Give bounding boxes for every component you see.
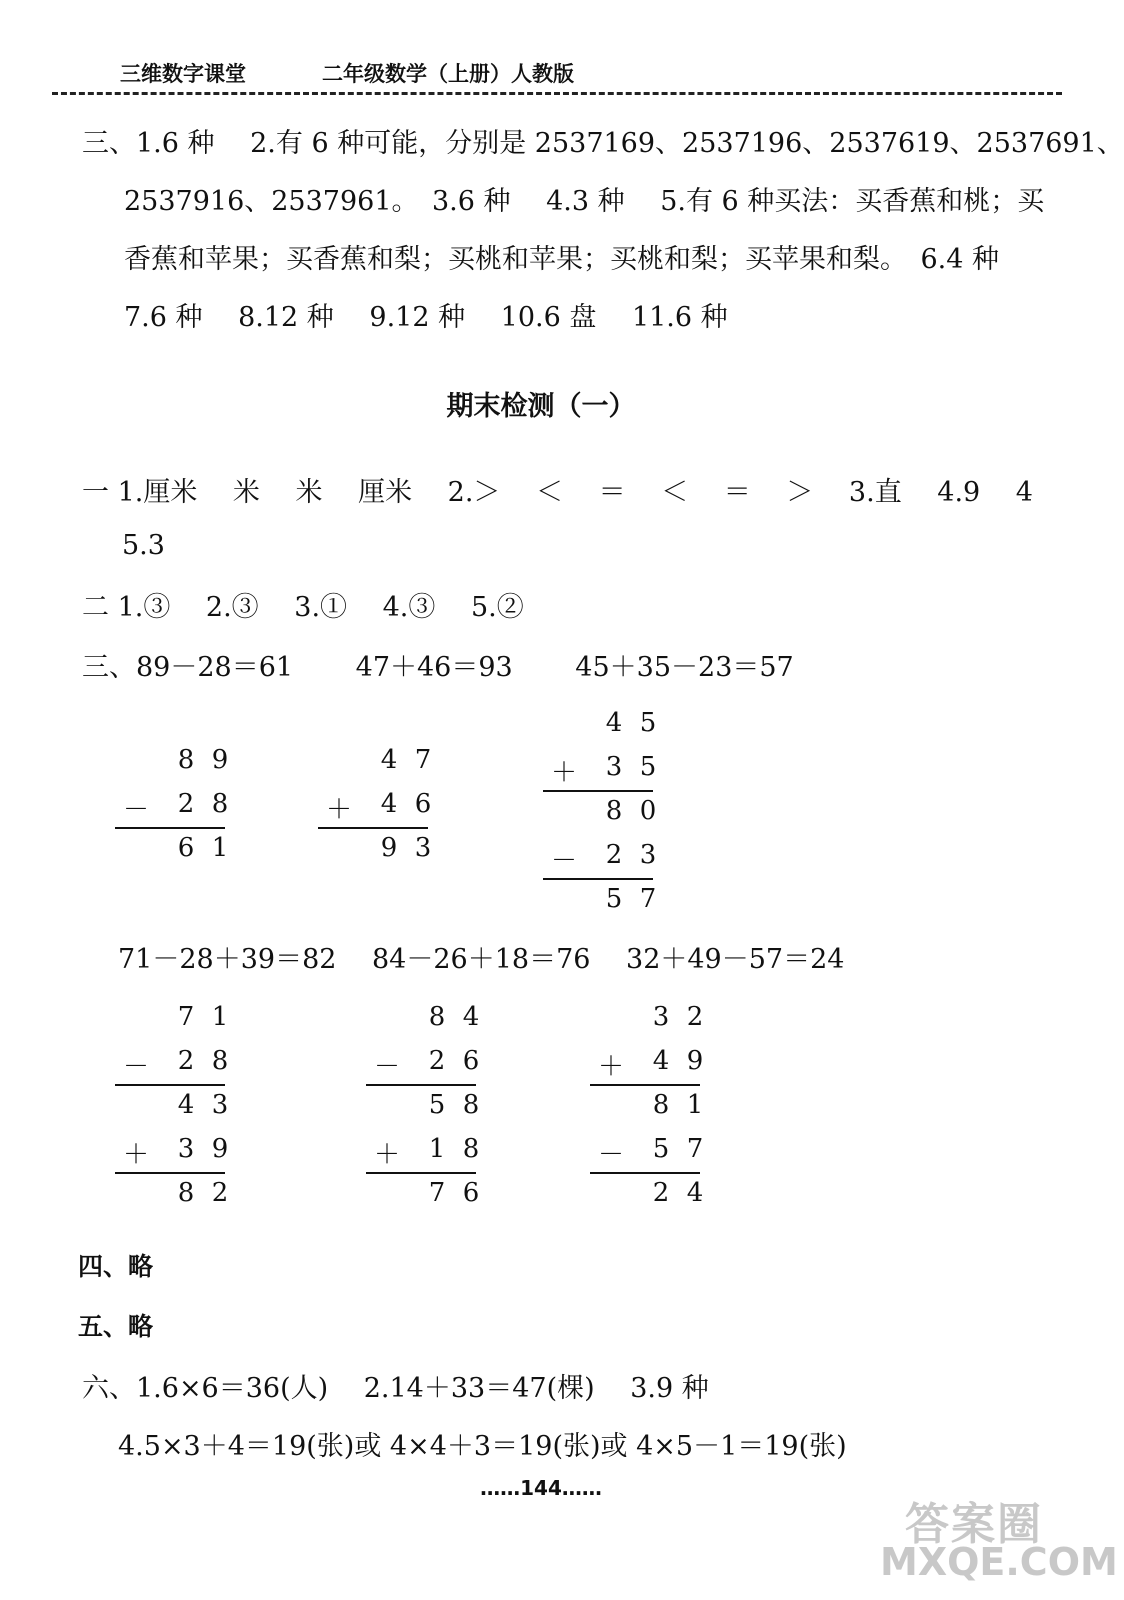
calc-result-line (590, 1084, 700, 1086)
calc-digit: 4 (605, 708, 623, 738)
calc-digit: 8 (211, 1046, 229, 1076)
calc-digit: 0 (639, 796, 657, 826)
calc-digit: 9 (686, 1046, 704, 1076)
calc-operator: － (122, 795, 149, 825)
calc-result-line (115, 1084, 225, 1086)
watermark-logo: 答案圈 (905, 1499, 1043, 1550)
q4-line: 四、略 (78, 1252, 154, 1281)
header-left: 三维数字课堂 (120, 62, 246, 86)
calc-digit: 7 (414, 745, 432, 775)
calc-digit: 4 (652, 1046, 670, 1076)
calc-operator: － (373, 1052, 400, 1082)
calc-digit: 1 (686, 1090, 704, 1120)
calc-digit: 4 (462, 1002, 480, 1032)
calc-digit: 5 (639, 752, 657, 782)
calc-operator: ＋ (122, 1140, 149, 1170)
q3-equations-row-1: 三、89－28＝61 47＋46＝93 45＋35－23＝57 (82, 652, 794, 683)
calc-digit: 9 (380, 833, 398, 863)
exam-title: 期末检测（一） (446, 391, 636, 422)
calc-digit: 3 (177, 1134, 195, 1164)
calc-result-line (115, 1172, 225, 1174)
calc-digit: 5 (639, 708, 657, 738)
calc-result-line (366, 1172, 476, 1174)
calc-digit: 8 (211, 789, 229, 819)
q1-line-1: 一 1.厘米 米 米 厘米 2.＞ ＜ ＝ ＜ ＝ ＞ 3.直 4.9 4 (82, 477, 1033, 508)
header-right: 二年级数学（上册）人教版 (322, 62, 574, 86)
calc-digit: 2 (686, 1002, 704, 1032)
calc-operator: ＋ (373, 1140, 400, 1170)
calc-operator: ＋ (550, 758, 577, 788)
q6-line-2: 4.5×3＋4＝19(张)或 4×4＋3＝19(张)或 4×5－1＝19(张) (118, 1431, 847, 1462)
calc-digit: 4 (380, 789, 398, 819)
calc-digit: 1 (428, 1134, 446, 1164)
calc-digit: 4 (380, 745, 398, 775)
calc-digit: 2 (652, 1178, 670, 1208)
prev-answer-line-3: 香蕉和苹果；买香蕉和梨；买桃和苹果；买桃和梨；买苹果和梨。 6.4 种 (124, 244, 1000, 275)
calc-digit: 4 (686, 1178, 704, 1208)
calc-digit: 6 (177, 833, 195, 863)
q2-line: 二 1.③ 2.③ 3.① 4.③ 5.② (82, 592, 524, 623)
calc-digit: 3 (414, 833, 432, 863)
calc-digit: 3 (211, 1090, 229, 1120)
calc-digit: 5 (605, 884, 623, 914)
calc-result-line (115, 827, 225, 829)
calc-digit: 8 (428, 1002, 446, 1032)
calc-digit: 7 (177, 1002, 195, 1032)
calc-result-line (590, 1172, 700, 1174)
calc-digit: 5 (652, 1134, 670, 1164)
calc-digit: 9 (211, 745, 229, 775)
calc-digit: 1 (211, 1002, 229, 1032)
q1-line-2: 5.3 (122, 530, 165, 561)
q3-equations-row-2: 71－28＋39＝82 84－26＋18＝76 32＋49－57＝24 (118, 944, 845, 975)
watermark-url: MXQE.COM (880, 1540, 1118, 1584)
calc-digit: 3 (639, 840, 657, 870)
calc-digit: 8 (177, 1178, 195, 1208)
calc-digit: 7 (686, 1134, 704, 1164)
q6-line-1: 六、1.6×6＝36(人) 2.14＋33＝47(棵) 3.9 种 (82, 1373, 709, 1404)
calc-operator: － (550, 846, 577, 876)
calc-digit: 6 (462, 1046, 480, 1076)
calc-digit: 9 (211, 1134, 229, 1164)
calc-digit: 7 (639, 884, 657, 914)
calc-result-line (543, 790, 653, 792)
calc-digit: 4 (177, 1090, 195, 1120)
calc-digit: 2 (177, 789, 195, 819)
calc-digit: 8 (605, 796, 623, 826)
calc-digit: 2 (211, 1178, 229, 1208)
page-number: ……144…… (480, 1476, 602, 1500)
calc-digit: 1 (211, 833, 229, 863)
calc-digit: 8 (652, 1090, 670, 1120)
header-divider (52, 92, 1062, 95)
q5-line: 五、略 (78, 1312, 154, 1341)
calc-digit: 2 (177, 1046, 195, 1076)
prev-answer-line-2: 2537916、2537961。 3.6 种 4.3 种 5.有 6 种买法：买香蕉和桃；买 (124, 186, 1045, 217)
calc-result-line (366, 1084, 476, 1086)
prev-answer-line-1: 三、1.6 种 2.有 6 种可能，分别是 2537169、2537196、2537619、2537691、 (82, 128, 1124, 159)
prev-answer-line-4: 7.6 种 8.12 种 9.12 种 10.6 盘 11.6 种 (124, 302, 728, 333)
calc-digit: 8 (462, 1134, 480, 1164)
calc-digit: 2 (605, 840, 623, 870)
calc-operator: ＋ (597, 1052, 624, 1082)
calc-digit: 3 (605, 752, 623, 782)
calc-operator: － (122, 1052, 149, 1082)
calc-digit: 8 (462, 1090, 480, 1120)
calc-digit: 5 (428, 1090, 446, 1120)
calc-digit: 7 (428, 1178, 446, 1208)
calc-digit: 6 (462, 1178, 480, 1208)
calc-digit: 6 (414, 789, 432, 819)
calc-digit: 8 (177, 745, 195, 775)
calc-result-line (543, 878, 653, 880)
calc-digit: 3 (652, 1002, 670, 1032)
calc-operator: ＋ (325, 795, 352, 825)
calc-digit: 2 (428, 1046, 446, 1076)
calc-result-line (318, 827, 428, 829)
calc-operator: － (597, 1140, 624, 1170)
